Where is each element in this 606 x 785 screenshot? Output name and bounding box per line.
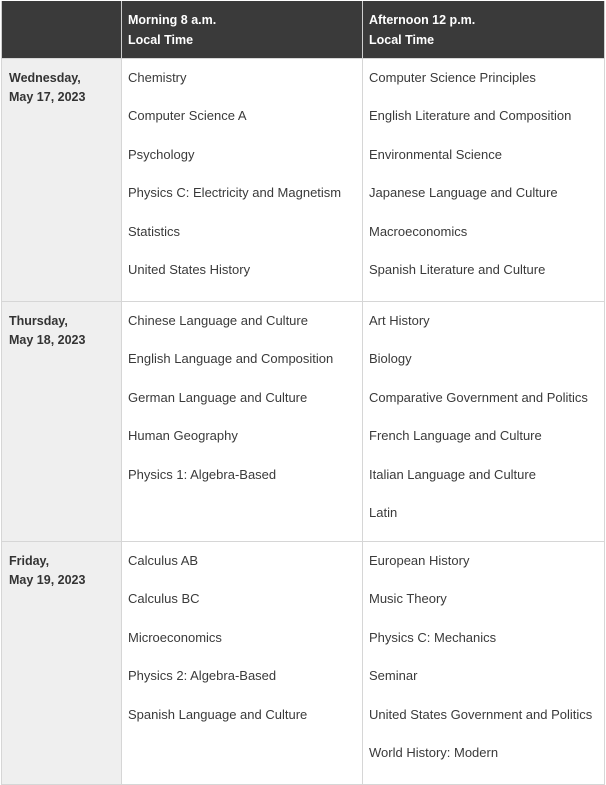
subject-item: Comparative Government and Politics [369, 389, 588, 405]
afternoon-subjects-cell [363, 59, 605, 302]
exam-schedule-table [1, 1, 605, 785]
subject-item: Chemistry [128, 70, 187, 85]
subject-item: Japanese Language and Culture [369, 185, 558, 201]
subject-item: Seminar [369, 668, 418, 684]
subject-item: English Literature and Composition [369, 108, 572, 124]
day-row [2, 302, 605, 542]
subject-item: English Language and Composition [128, 351, 334, 367]
subject-item: Statistics [128, 223, 181, 239]
subject-item: Physics 1: Algebra-Based [128, 466, 277, 482]
subject-item: Spanish Literature and Culture [369, 261, 546, 277]
subject-item: Physics C: Mechanics [369, 629, 497, 645]
subject-item: Music Theory [369, 591, 447, 607]
subject-item: Italian Language and Culture [369, 466, 536, 482]
subject-item: Biology [369, 351, 412, 367]
day-label: Wednesday, [9, 71, 81, 85]
morning-subjects-cell [122, 542, 363, 785]
subject-item: Human Geography [128, 428, 238, 444]
date-cell [2, 302, 122, 542]
subject-item: Calculus BC [128, 591, 200, 607]
subject-item: Latin [369, 504, 398, 520]
header-afternoon-line2: Local Time [369, 33, 435, 47]
subject-item: French Language and Culture [369, 428, 542, 444]
day-label: Friday, [9, 554, 50, 568]
subject-item: Art History [369, 313, 430, 328]
subject-item: European History [369, 553, 470, 568]
morning-subject-list [122, 59, 362, 297]
subject-item: Environmental Science [369, 146, 502, 162]
subject-item: Calculus AB [128, 553, 199, 568]
date-label: May 17, 2023 [9, 90, 86, 104]
header-morning-line1: Morning 8 a.m. [128, 13, 217, 27]
subject-item: Psychology [128, 146, 195, 162]
subject-item: Macroeconomics [369, 223, 468, 239]
afternoon-subjects-cell [363, 302, 605, 542]
subject-item: Microeconomics [128, 629, 222, 645]
subject-item: Physics C: Electricity and Magnetism [128, 185, 342, 201]
day-label: Thursday, [9, 314, 68, 328]
subject-item: Computer Science Principles [369, 70, 536, 85]
subject-item: United States Government and Politics [369, 706, 593, 722]
morning-subjects-cell [122, 302, 363, 542]
morning-subjects-cell [122, 59, 363, 302]
date-cell [2, 542, 122, 785]
header-row [2, 1, 605, 59]
day-row [2, 59, 605, 302]
date-label: May 19, 2023 [9, 573, 86, 587]
afternoon-subject-list [363, 59, 604, 297]
afternoon-subject-list [363, 302, 604, 540]
afternoon-subjects-cell [363, 542, 605, 785]
subject-item: Chinese Language and Culture [128, 313, 308, 328]
morning-subject-list [122, 542, 362, 742]
header-date-cell [2, 1, 122, 59]
subject-item: World History: Modern [369, 744, 499, 760]
subject-item: German Language and Culture [128, 389, 308, 405]
subject-item: Computer Science A [128, 108, 247, 124]
afternoon-subject-list [363, 542, 604, 780]
subject-item: United States History [128, 261, 251, 277]
date-label: May 18, 2023 [9, 333, 86, 347]
subject-item: Spanish Language and Culture [128, 706, 308, 722]
header-afternoon-line1: Afternoon 12 p.m. [369, 13, 476, 27]
header-afternoon [363, 1, 605, 59]
header-morning [122, 1, 363, 59]
header-morning-line2: Local Time [128, 33, 194, 47]
day-row [2, 542, 605, 785]
morning-subject-list [122, 302, 362, 502]
date-cell [2, 59, 122, 302]
subject-item: Physics 2: Algebra-Based [128, 668, 277, 684]
